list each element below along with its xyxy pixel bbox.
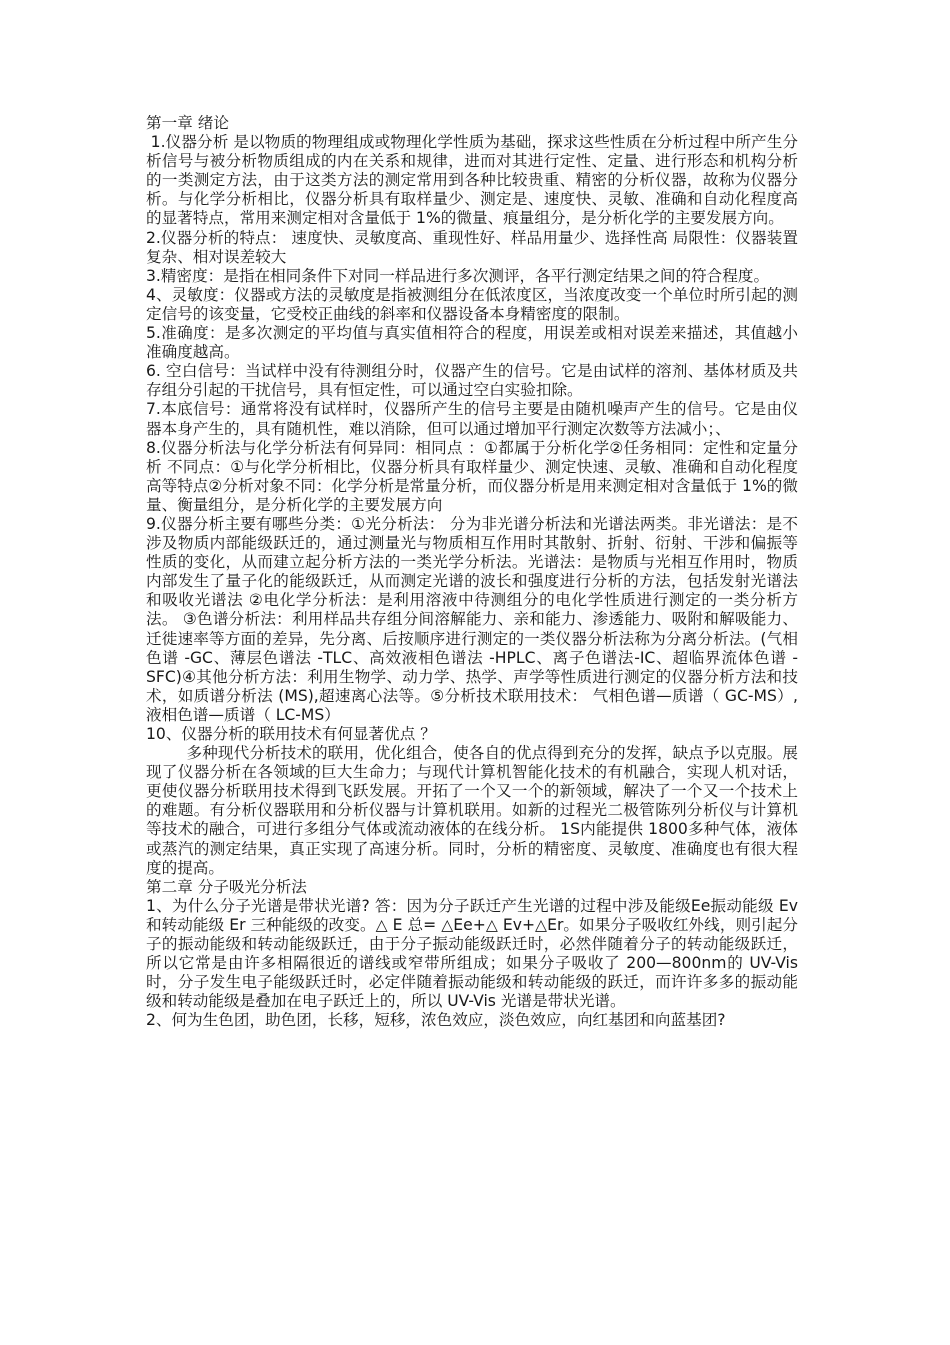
document-page: [146, 114, 798, 1031]
paragraph-8: 8.仪器分析法与化学分析法有何异同：相同点 ：①都属于分析化学②任务相同：定性和定量分析 不同点：①与化学分析相比，仪器分析具有取样量少、测定快速、灵敏、准确和自动化程度高等特点②分析对象不同：化学分析是常量分析，而仪器分析是用来测定相对含量低于 1%的微量、衡量组分，是分析化学的主要发展方向: [146, 438, 798, 514]
chapter-1-title: 第一章 绪论: [146, 114, 229, 132]
paragraph-3: 3.精密度：是指在相同条件下对同一样品进行多次测评，各平行测定结果之间的符合程度。: [146, 266, 770, 285]
chapter-2-paragraph-2: 2、何为生色团，助色团，长移，短移，浓色效应，淡色效应，向红基团和向蓝基团?: [146, 1011, 726, 1030]
paragraph-10-question: 10、仪器分析的联用技术有何显著优点 ？: [146, 725, 436, 743]
paragraph-7: 7.本底信号：通常将没有试样时，仪器所产生的信号主要是由随机噪声产生的信号。它是由仪器本身产生的，具有随机性，难以消除，但可以通过增加平行测定次数等方法减小；、: [146, 400, 798, 438]
paragraph-10-body: 多种现代分析技术的联用，优化组合，使各自的优点得到充分的发挥，缺点予以克服。展现了仪器分析在各领域的巨大生命力；与现代计算机智能化技术的有机融合，实现人机对话，更使仪器分析联用技术得到飞跃发展。开拓了一个又一个的新领域，解决了一个又一个技术上的难题。有分析仪器联用和分析仪器与计算机联用。如新的过程光二极管陈列分析仪与计算机等技术的融合，可进行多组分气体或流动液体的在线分析。 1S内能提供 1800多种气体，液体或蒸汽的测定结果，真正实现了高速分析。同时，分析的精密度、灵敏度、准确度也有很大程度的提高。: [146, 744, 798, 877]
chapter-2-paragraph-1: 1、为什么分子光谱是带状光谱? 答：因为分子跃迁产生光谱的过程中涉及能级Ee振动能级 Ev 和转动能级 Er 三种能级的改变。△ E 总= △Ee+△ Ev+△Er。如果分子吸收红外线，则引起分子的振动能级和转动能级跃迁，由于分子振动能级跃迁时，必然伴随着分子的转动能级跃迁，所以它常是由许多相隔很近的谱线或窄带所组成；如果分子吸收了 200—800nm的 UV-Vis 时，分子发生电子能级跃迁时，必定伴随着振动能级和转动能级的跃迁，而许许多多的振动能级和转动能级是叠加在电子跃迁上的，所以 UV-Vis 光谱是带状光谱。: [146, 896, 798, 1011]
paragraph-6: 6. 空白信号：当试样中没有待测组分时，仪器产生的信号。它是由试样的溶剂、基体材质及共存组分引起的干扰信号，具有恒定性，可以通过空白实验扣除。: [146, 362, 798, 400]
paragraph-9: 9.仪器分析主要有哪些分类：①光分析法： 分为非光谱分析法和光谱法两类。非光谱法：是不涉及物质内部能级跃迁的，通过测量光与物质相互作用时其散射、折射、衍射、干涉和偏振等性质的变化，从而建立起分析方法的一类光学分析法。光谱法：是物质与光相互作用时，物质内部发生了量子化的能级跃迁，从而测定光谱的波长和强度进行分析的方法，包括发射光谱法和吸收光谱法 ②电化学分析法：是利用溶液中待测组分的电化学性质进行测定的一类分析方法。 ③色谱分析法：利用样品共存组分间溶解能力、亲和能力、渗透能力、吸附和解吸能力、迁徙速率等方面的差异，先分离、后按顺序进行测定的一类仪器分析法称为分离分析法。(气相色谱 -GC、薄层色谱法 -TLC、高效液相色谱法 -HPLC、离子色谱法-IC、超临界流体色谱 -SFC)④其他分析方法：利用生物学、动力学、热学、声学等性质进行测定的仪器分析方法和技术，如质谱分析法 (MS),超速离心法等。⑤分析技术联用技术： 气相色谱—质谱（ GC-MS）,液相色谱—质谱（ LC-MS）: [146, 514, 798, 724]
paragraph-4: 4、灵敏度：仪器或方法的灵敏度是指被测组分在低浓度区，当浓度改变一个单位时所引起的测定信号的该变量，它受校正曲线的斜率和仪器设备本身精密度的限制。: [146, 285, 798, 323]
paragraph-1: 1.仪器分析 是以物质的物理组成或物理化学性质为基础，探求这些性质在分析过程中所产生分析信号与被分析物质组成的内在关系和规律，进而对其进行定性、定量、进行形态和机构分析的一类测定方法，由于这类方法的测定常用到各种比较贵重、精密的分析仪器，故称为仪器分析。与化学分析相比，仪器分析具有取样量少、测定是、速度快、灵敏、准确和自动化程度高的显著特点，常用来测定相对含量低于 1%的微量、痕量组分，是分析化学的主要发展方向。: [146, 133, 798, 228]
paragraph-5: 5.准确度：是多次测定的平均值与真实值相符合的程度，用误差或相对误差来描述，其值越小准确度越高。: [146, 324, 798, 362]
chapter-2-title: 第二章 分子吸光分析法: [146, 877, 307, 896]
paragraph-2: 2.仪器分析的特点： 速度快、灵敏度高、重现性好、样品用量少、选择性高 局限性：仪器装置复杂、相对误差较大: [146, 228, 798, 266]
